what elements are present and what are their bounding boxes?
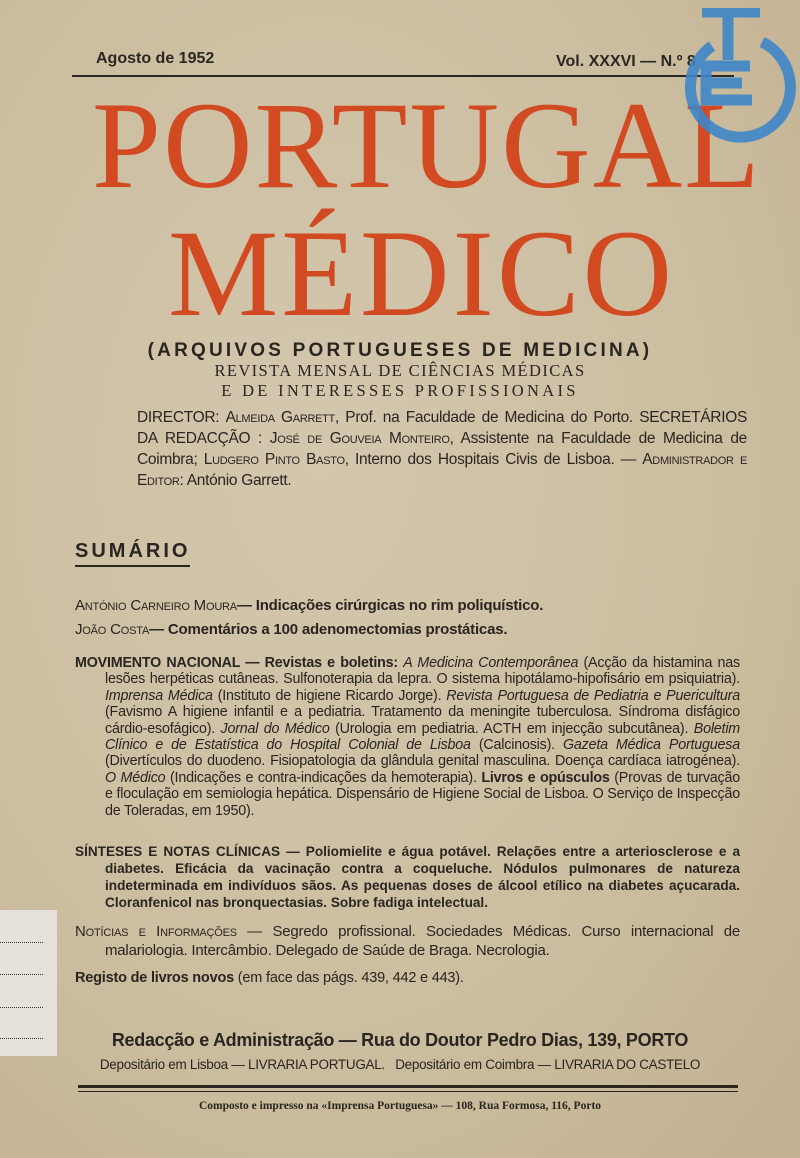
movimento-segment: (Instituto de higiene Ricardo Jorge).	[217, 687, 447, 704]
secretary-2-desc: Interno dos Hospitais Civis de Lisboa. —	[355, 451, 636, 468]
article-author: António Carneiro Moura	[75, 597, 237, 614]
movimento-segment: Boletim Clínico e de Estatística do Hospital Colonial de Lisboa	[105, 720, 741, 754]
summary-noticias	[75, 922, 740, 960]
library-label-tab	[0, 910, 57, 1056]
subtitle-line1: REVISTA MENSAL DE CIÊNCIAS MÉDICAS	[214, 361, 586, 380]
article-title: — Indicações cirúrgicas no rim poliquístico.	[236, 597, 544, 614]
registo-label: Registo de livros novos	[75, 970, 234, 986]
label-line	[0, 1007, 43, 1008]
admin-label: Administrador e Editor:	[137, 451, 747, 489]
summary-sinteses: SÍNTESES E NOTAS CLÍNICAS — Poliomielite e água potável. Relações entre a arteriosclerose e a diabetes. Eficácia da vacinação contra a coqueluche. Nódulos pulmonares de natureza indeterminada em indivíduos sãos. As pequenas doses de álcool etílico na diabetes açucarada. Cloranfenicol nas bronquectasias. Sobre fadiga intelectual.	[75, 844, 740, 910]
secretary-1-name: José de Gouveia Monteiro,	[269, 430, 454, 447]
movimento-segment: (Favismo A higiene infantil e a pediatria. Tratamento da meningite tuberculosa. Síndroma disfágico cárdio-esofágico).	[105, 704, 740, 737]
masthead-portugal: PORTUGAL	[92, 77, 762, 214]
article-author: João Costa	[75, 621, 150, 638]
secretary-1-desc: Assistente na Faculdade de Medicina de Coimbra;	[137, 430, 747, 468]
director-label: DIRECTOR:	[137, 409, 220, 426]
library-stamp-icon	[672, 8, 796, 144]
summary-article-2	[75, 622, 740, 638]
summary-movimento-nacional	[75, 655, 740, 819]
masthead-medico: MÉDICO	[168, 205, 676, 342]
admin-name: António Garrett.	[186, 472, 292, 489]
issue-date: Agosto de 1952	[96, 50, 215, 67]
label-line	[0, 1038, 43, 1039]
footer-rule-thin	[78, 1091, 738, 1092]
director-desc: Prof. na Faculdade de Medicina do Porto.	[345, 409, 633, 426]
footer-depositarios: Depositário em Lisboa — LIVRARIA PORTUGAL. Depositário em Coimbra — LIVRARIA DO CASTELO	[99, 1057, 701, 1072]
summary-heading: SUMÁRIO	[75, 540, 190, 567]
noticias-text: — Segredo profissional. Sociedades Médicas. Curso internacional de malariologia. Intercâmbio. Delegado de Saúde de Braga. Necrologia.	[105, 923, 740, 959]
movimento-segment: Revista Portuguesa de Pediatria e Puericultura	[446, 687, 740, 704]
summary-article-1	[75, 598, 740, 614]
label-line	[0, 942, 43, 943]
movimento-segment: Livros e opúsculos	[481, 769, 615, 786]
movimento-segment: (Acção da histamina nas lesões herpéticas cutâneas. Sulfonoterapia da lepra. O sistema hipotálamo-hipofisário em psiquiatria).	[105, 655, 740, 688]
noticias-label: Notícias e Informações	[75, 923, 237, 940]
subtitle-line2: E DE INTERESSES PROFISSIONAIS	[221, 381, 579, 400]
subtitle-archive: (ARQUIVOS PORTUGUESES DE MEDICINA)	[147, 340, 653, 361]
movimento-segment: (Calcinosis).	[478, 737, 563, 754]
label-line	[0, 974, 43, 975]
movimento-segment: (Provas de turvação e floculação em semiologia hepática. Dispensário de Higiene Social de Lisboa. O Serviço de Inspecção de Toleradas, em 1950).	[105, 769, 740, 819]
director-name: Almeida Garrett,	[225, 409, 339, 426]
footer-rule-thick	[78, 1085, 738, 1088]
footer-printer: Composto e impresso na «Imprensa Portuguesa» — 108, Rua Formosa, 116, Porto	[198, 1100, 602, 1112]
secretary-2-name: Ludgero Pinto Basto,	[203, 451, 349, 468]
movimento-segment: (Divertículos do duodeno. Fisiopatologia da glândula genital masculina. Doença cardíaca iatrogénea).	[105, 753, 740, 770]
movimento-segment: (Indicações e contra-indicações da hemoterapia).	[169, 769, 482, 786]
movimento-segment: A Medicina Contemporânea	[403, 655, 584, 671]
movimento-segment: Imprensa Médica	[105, 687, 218, 704]
staff-credits	[137, 407, 747, 491]
footer-address: Redacção e Administração — Rua do Doutor Pedro Dias, 139, PORTO	[111, 1030, 689, 1050]
movimento-segment: O Médico	[105, 769, 170, 786]
issue-volume: Vol. XXXVI — N.º 8	[556, 53, 696, 70]
registo-text: (em face das págs. 439, 442 e 443).	[233, 970, 464, 986]
article-title: — Comentários a 100 adenomectomias prostáticas.	[149, 621, 508, 638]
movimento-segment: (Urologia em pediatria. ACTH em injecção subcutânea).	[335, 720, 694, 737]
secretaries-label: SECRETÁRIOS DA REDACÇÃO :	[137, 409, 748, 447]
summary-registo	[75, 970, 740, 986]
movimento-segment: MOVIMENTO NACIONAL — Revistas e boletins:	[75, 655, 404, 671]
movimento-segment: Gazeta Médica Portuguesa	[562, 737, 740, 754]
movimento-segment: Jornal do Médico	[220, 720, 336, 737]
